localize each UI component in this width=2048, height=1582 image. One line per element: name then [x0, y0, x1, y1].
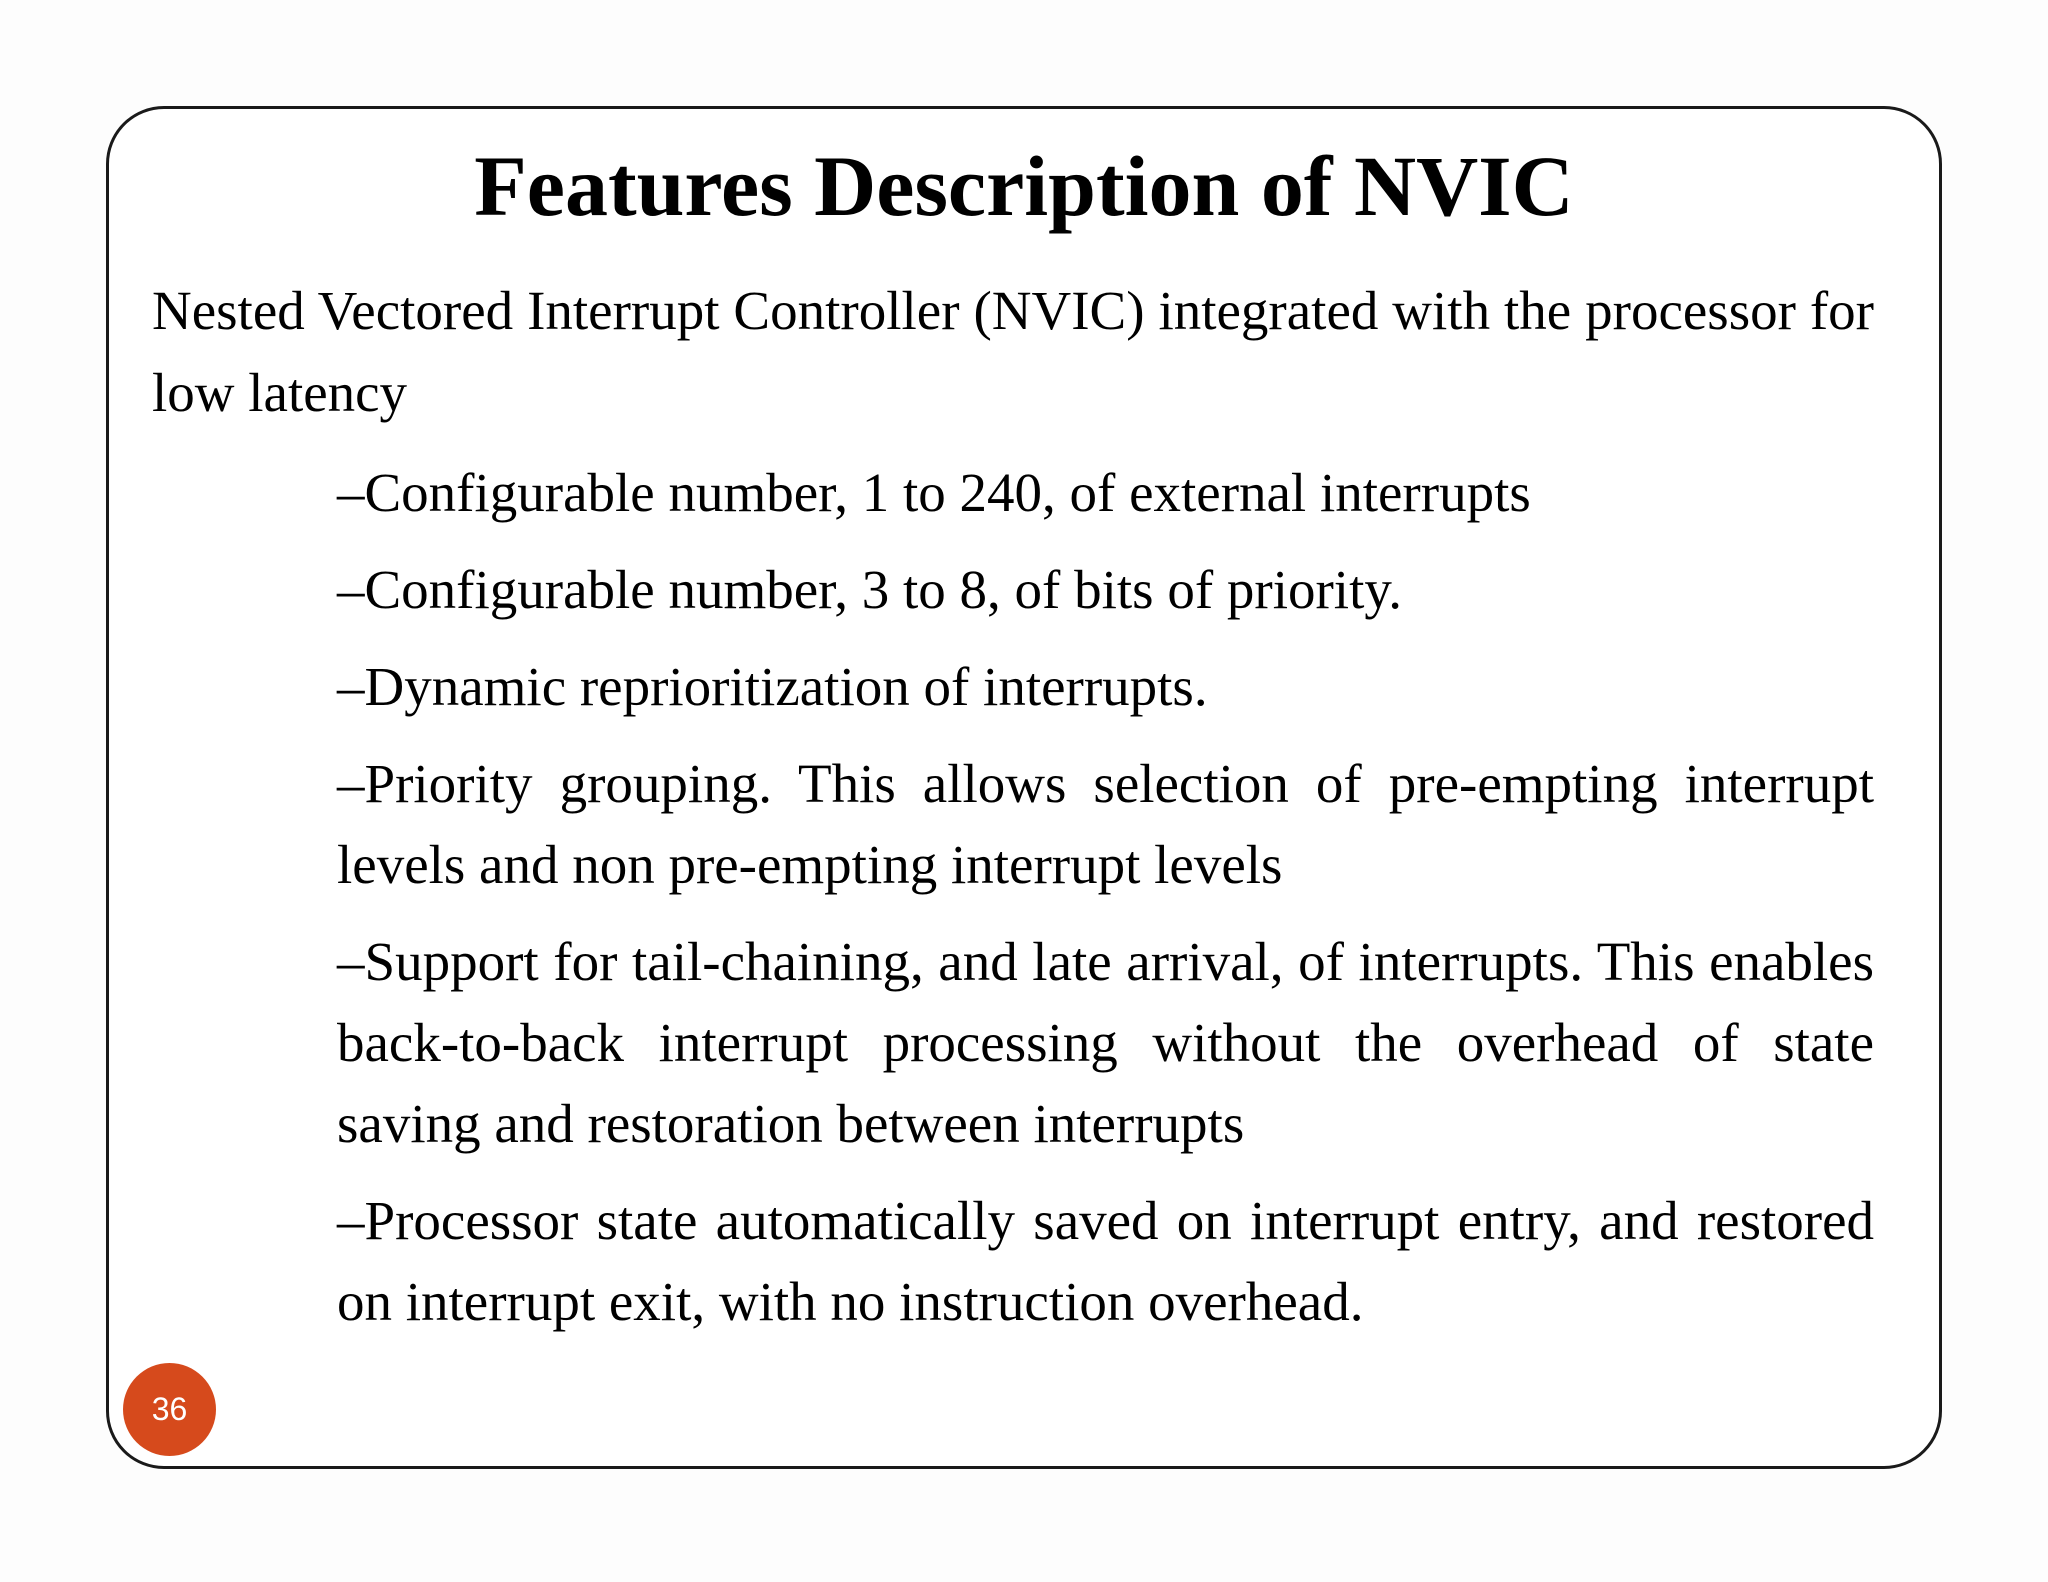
feature-item: –Configurable number, 1 to 240, of external interrupts — [337, 462, 1531, 523]
feature-item: –Configurable number, 3 to 8, of bits of priority. — [337, 559, 1403, 620]
feature-item: –Dynamic reprioritization of interrupts. — [337, 656, 1208, 717]
feature-item: –Support for tail-chaining, and late arrival, of interrupts. This enables back-to-back interrupt processing without the overhead of state saving and restoration between interrupts — [337, 931, 1874, 1154]
page-number-badge: 36 — [123, 1363, 216, 1456]
feature-list — [337, 452, 1874, 1358]
feature-item: –Processor state automatically saved on interrupt entry, and restored on interrupt exit, with no instruction overhead. — [337, 1190, 1874, 1332]
slide-title: Features Description of NVIC — [474, 138, 1574, 234]
intro-paragraph: Nested Vectored Interrupt Controller (NVIC) integrated with the processor for low latency — [152, 280, 1874, 423]
feature-item: –Priority grouping. This allows selection of pre-empting interrupt levels and non pre-empting interrupt levels — [337, 753, 1874, 895]
